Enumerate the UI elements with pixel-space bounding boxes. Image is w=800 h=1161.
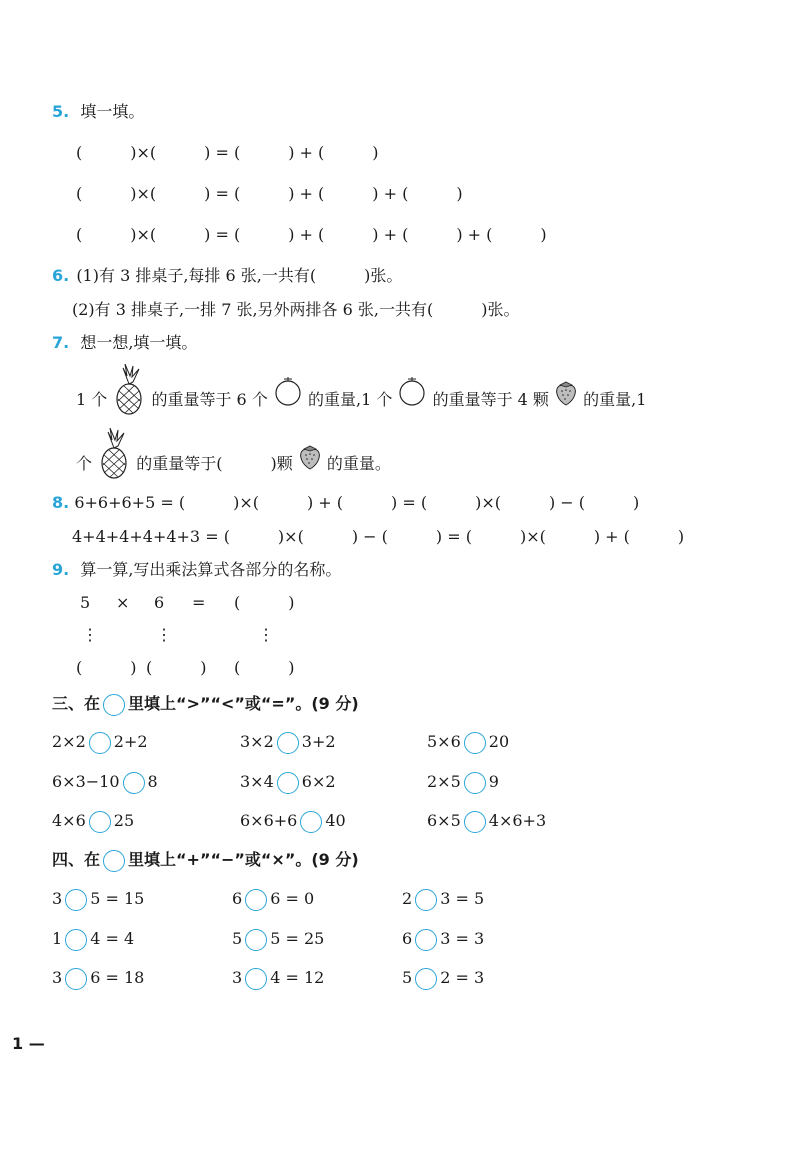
section-3-title-a: 三、在 (52, 694, 101, 713)
answer-circle[interactable] (89, 732, 111, 754)
compare-item: 6×5 4×6+3 (427, 809, 546, 833)
apple-icon (397, 375, 427, 427)
q7-title: 想一想,填一填。 (80, 333, 198, 352)
q9-factor-b: 6 (154, 593, 165, 612)
q9-name-blank-1: ( ) (76, 658, 137, 677)
answer-circle (103, 850, 125, 872)
answer-circle[interactable] (464, 732, 486, 754)
apple-icon (273, 375, 303, 427)
compare-item: 6×3−10 8 (52, 770, 158, 794)
q9-dots-1: ⋮ (82, 625, 98, 644)
q7-text: 的重量等于 6 个 (151, 390, 268, 409)
operator-item: 3 6 = 18 (52, 966, 144, 990)
answer-circle[interactable] (464, 772, 486, 794)
pineapple-icon (97, 428, 131, 501)
compare-item: 2×2 2+2 (52, 730, 148, 754)
answer-circle[interactable] (245, 929, 267, 951)
section-4-title-a: 四、在 (52, 850, 101, 869)
answer-circle (103, 694, 125, 716)
operator-item: 2 3 = 5 (402, 887, 484, 911)
q9-dots-2: ⋮ (156, 625, 172, 644)
q8-row-1-text: 6+6+6+5 = ( )×( ) + ( ) = ( )×( ) − ( ) (74, 493, 640, 512)
q5-row-2: ( )×( ) = ( ) + ( ) + ( ) (76, 184, 463, 203)
q9-name-blank-3: ( ) (234, 658, 295, 677)
section-4-title (52, 848, 359, 872)
q7-number: 7. (52, 333, 70, 352)
q7-text: 的重量,1 (583, 390, 647, 409)
q9-title: 算一算,写出乘法算式各部分的名称。 (80, 560, 342, 579)
answer-circle[interactable] (415, 889, 437, 911)
operator-item: 5 2 = 3 (402, 966, 484, 990)
answer-circle[interactable] (415, 968, 437, 990)
q7-text: 的重量等于( )颗 (136, 454, 293, 473)
answer-circle[interactable] (277, 732, 299, 754)
q7-text: 的重量,1 个 (308, 390, 393, 409)
q7-line-2 (76, 428, 391, 501)
q5-title: 填一填。 (80, 102, 145, 121)
operator-item: 6 6 = 0 (232, 887, 314, 911)
answer-circle[interactable] (300, 811, 322, 833)
answer-circle[interactable] (415, 929, 437, 951)
pineapple-icon (112, 364, 146, 437)
q8-row-1 (52, 493, 639, 513)
strawberry-icon (554, 375, 578, 427)
answer-circle[interactable] (464, 811, 486, 833)
operator-item: 3 5 = 15 (52, 887, 144, 911)
q9-number: 9. (52, 560, 70, 579)
answer-circle[interactable] (245, 968, 267, 990)
q7-line-1 (76, 364, 646, 437)
operator-item: 3 4 = 12 (232, 966, 324, 990)
compare-item: 4×6 25 (52, 809, 134, 833)
q9-heading (52, 560, 341, 580)
q9-dots-3: ⋮ (258, 625, 274, 644)
section-3-title (52, 692, 359, 716)
compare-item: 2×5 9 (427, 770, 499, 794)
q5-heading (52, 102, 144, 122)
q6-part-1 (52, 266, 402, 286)
q5-number: 5. (52, 102, 70, 121)
operator-item: 6 3 = 3 (402, 927, 484, 951)
q9-equal-sign: = (192, 593, 206, 612)
section-4-title-b: 里填上“+”“−”或“×”。(9 分) (128, 850, 359, 869)
compare-item: 5×6 20 (427, 730, 509, 754)
compare-item: 3×2 3+2 (240, 730, 336, 754)
strawberry-icon (298, 439, 322, 491)
q8-row-2: 4+4+4+4+4+3 = ( )×( ) − ( ) = ( )×( ) + ( ) (72, 527, 685, 546)
q5-row-3: ( )×( ) = ( ) + ( ) + ( ) + ( ) (76, 225, 547, 244)
answer-circle[interactable] (123, 772, 145, 794)
section-3-title-b: 里填上“>”“<”或“=”。(9 分) (128, 694, 359, 713)
answer-circle[interactable] (245, 889, 267, 911)
answer-circle[interactable] (65, 968, 87, 990)
q6-part-1-text: (1)有 3 排桌子,每排 6 张,一共有( )张。 (76, 266, 403, 285)
q7-text: 的重量等于 4 颗 (432, 390, 549, 409)
operator-item: 1 4 = 4 (52, 927, 134, 951)
q9-factor-a: 5 (80, 593, 91, 612)
q9-name-blank-2: ( ) (146, 658, 207, 677)
compare-item: 3×4 6×2 (240, 770, 336, 794)
answer-circle[interactable] (65, 889, 87, 911)
q9-multiply-sign: × (116, 593, 130, 612)
q7-text: 1 个 (76, 390, 108, 409)
q7-text: 的重量。 (326, 454, 391, 473)
q9-result-blank: ( ) (234, 593, 295, 612)
q5-row-1: ( )×( ) = ( ) + ( ) (76, 143, 379, 162)
answer-circle[interactable] (277, 772, 299, 794)
q6-number: 6. (52, 266, 70, 285)
q7-text: 个 (76, 454, 93, 473)
q6-part-2: (2)有 3 排桌子,一排 7 张,另外两排各 6 张,一共有( )张。 (72, 300, 520, 319)
page-number: 1 — (12, 1034, 45, 1053)
answer-circle[interactable] (89, 811, 111, 833)
q8-number: 8. (52, 493, 70, 512)
q7-heading (52, 333, 197, 353)
operator-item: 5 5 = 25 (232, 927, 324, 951)
compare-item: 6×6+6 40 (240, 809, 346, 833)
answer-circle[interactable] (65, 929, 87, 951)
